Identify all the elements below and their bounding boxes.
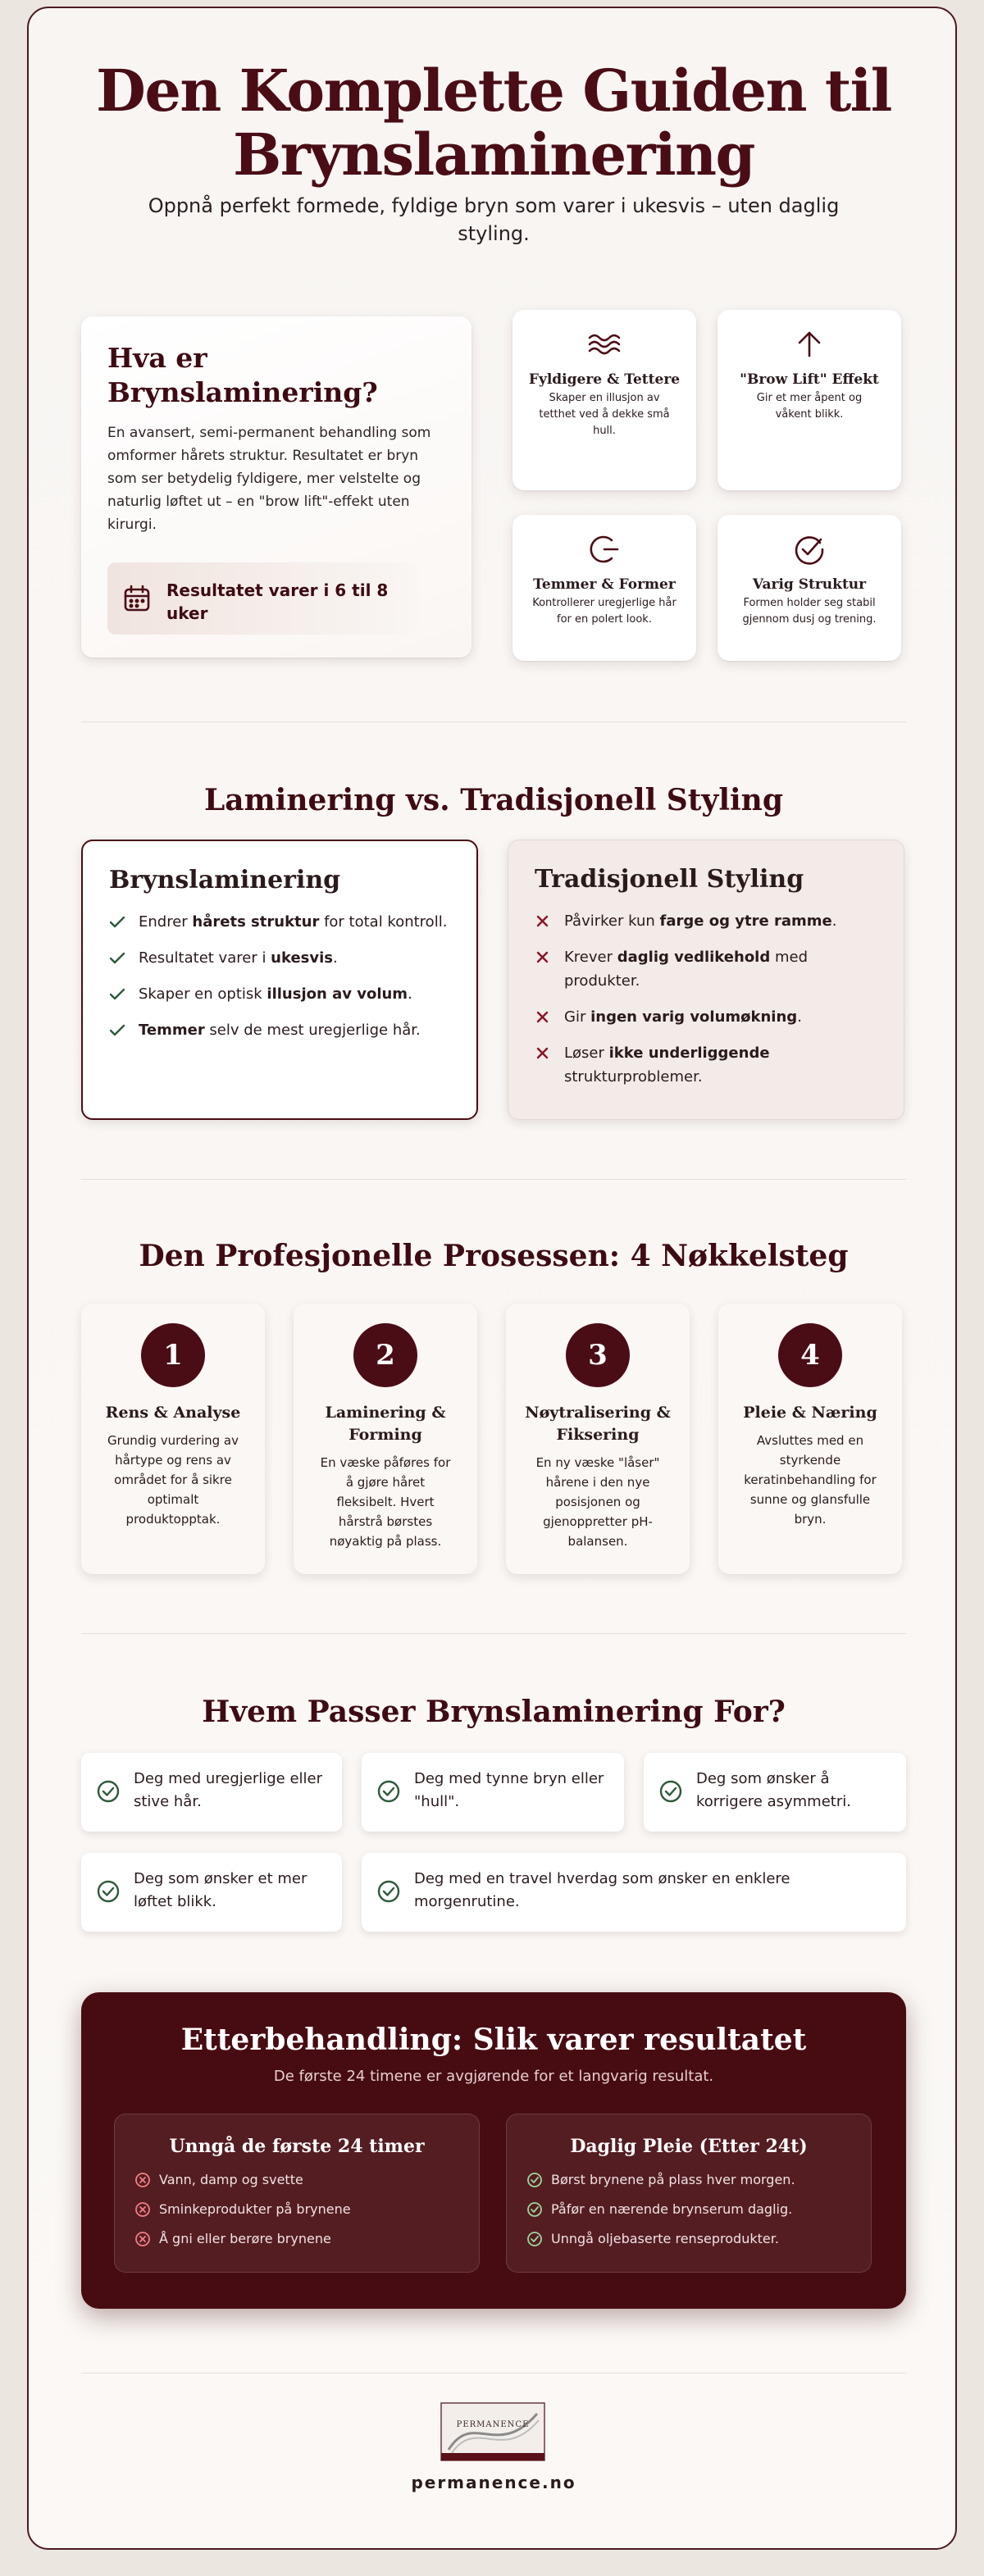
lamination-item: Resultatet varer i ukesvis.: [109, 946, 450, 970]
avoid-item: [134, 2170, 479, 2190]
check-icon: [109, 951, 125, 966]
step-number: 3: [566, 1323, 630, 1387]
who-item: [81, 1753, 342, 1832]
step-desc: Grundig vurdering av hårtype og rens av området for å sikre optimalt produktopptak.: [107, 1433, 239, 1527]
comparison-right-title: Tradisjonell Styling: [535, 865, 804, 894]
what-is-card: [81, 316, 472, 658]
check-circle-icon: [96, 1779, 121, 1804]
check-circle-icon: [96, 1879, 121, 1904]
daily-item-text: Påfør en nærende brynserum daglig.: [551, 2201, 793, 2217]
cross-icon: [535, 1046, 551, 1061]
cross-icon: [535, 1010, 551, 1025]
feature-title: "Brow Lift" Effekt: [740, 371, 879, 388]
traditional-item: Krever daglig vedlikehold med produkter.: [535, 945, 877, 993]
aftercare-daily-title: Daglig Pleie (Etter 24t): [570, 2136, 808, 2157]
step-title: Laminering & Forming: [325, 1404, 446, 1444]
divider: [81, 721, 906, 722]
brand-logo: [440, 2402, 545, 2461]
feature-desc: Formen holder seg stabil gjennom dusj og trening.: [742, 597, 877, 626]
divider: [81, 1633, 906, 1634]
daily-item: [526, 2229, 871, 2249]
check-circle-icon: [790, 533, 829, 566]
lamination-item: Skaper en optisk illusjon av volum.: [109, 982, 450, 1006]
comparison-left-title: Brynslaminering: [109, 866, 341, 894]
what-is-text: En avansert, semi-permanent behandling som omformer hårets struktur. Resultatet er bryn som ser betydelig fyldigere, mer velstelte og naturlig løftet ut – en "brow lift"-effekt uten kirurgi.: [107, 425, 431, 533]
process-step: [506, 1304, 690, 1574]
feature-card-tame: [512, 515, 696, 661]
result-duration-badge: [107, 562, 419, 635]
calendar-icon: [122, 584, 152, 613]
cross-circle-icon: [134, 2172, 151, 2188]
step-number: 1: [141, 1323, 205, 1387]
cross-icon: [535, 914, 551, 929]
step-title: Nøytralisering & Fiksering: [525, 1404, 671, 1444]
who-item-text: Deg som ønsker å korrigere asymmetri.: [696, 1770, 851, 1810]
aftercare-avoid-title: Unngå de første 24 timer: [169, 2136, 425, 2157]
step-title: Pleie & Næring: [743, 1404, 877, 1422]
logo-text: PERMANENCE: [456, 2420, 530, 2429]
check-circle-icon: [376, 1779, 401, 1804]
aftercare-subtitle: De første 24 timene er avgjørende for et langvarig resultat.: [273, 2068, 714, 2085]
lamination-item: Endrer hårets struktur for total kontroll.: [109, 910, 450, 934]
check-icon: [109, 1023, 125, 1038]
arrow-up-icon: [790, 328, 829, 361]
feature-card-fuller: [512, 310, 696, 490]
avoid-item-text: Vann, damp og svette: [159, 2172, 303, 2187]
step-desc: En ny væske "låser" hårene i den nye posisjonen og gjenoppretter pH-balansen.: [535, 1455, 660, 1549]
who-item-text: Deg som ønsker et mer løftet blikk.: [134, 1870, 308, 1910]
avoid-item-text: Sminkeprodukter på brynene: [159, 2201, 351, 2217]
who-item: [362, 1753, 624, 1832]
who-title: Hvem Passer Brynslaminering For?: [202, 1695, 786, 1729]
process-step: [81, 1304, 265, 1574]
check-circle-icon: [526, 2172, 543, 2188]
check-circle-icon: [658, 1779, 683, 1804]
avoid-item: [134, 2200, 479, 2219]
traditional-item: Gir ingen varig volumøkning.: [535, 1005, 877, 1029]
process-title: Den Profesjonelle Prosessen: 4 Nøkkelsteg: [139, 1239, 849, 1273]
cross-icon: [535, 950, 551, 965]
aftercare-daily-box: [506, 2114, 872, 2273]
who-item: [644, 1753, 906, 1832]
result-duration-text: Resultatet varer i 6 til 8 uker: [166, 580, 389, 623]
page-subtitle: Oppnå perfekt formede, fyldige bryn som varer i ukesvis – uten daglig styling.: [148, 194, 840, 245]
check-circle-icon: [526, 2231, 543, 2247]
step-number: 2: [353, 1323, 417, 1387]
avoid-item: [134, 2229, 479, 2249]
traditional-item: Løser ikke underliggende strukturproblemer.: [535, 1041, 877, 1089]
traditional-item: Påvirker kun farge og ytre ramme.: [535, 909, 877, 933]
who-item: [362, 1853, 906, 1932]
who-item-text: Deg med tynne bryn eller "hull".: [414, 1770, 604, 1810]
what-is-title: Hva er Brynslaminering?: [107, 342, 378, 408]
comparison-title: Laminering vs. Tradisjonell Styling: [203, 783, 784, 817]
check-circle-icon: [376, 1879, 401, 1904]
feature-card-brow-lift: [718, 310, 901, 490]
check-circle-icon: [526, 2201, 543, 2218]
page: [27, 7, 957, 2550]
feature-title: Fyldigere & Tettere: [528, 371, 681, 388]
aftercare-title: Etterbehandling: Slik varer resultatet: [180, 2023, 807, 2057]
feature-desc: Skaper en illusjon av tetthet ved å dekke små hull.: [539, 392, 670, 437]
step-title: Rens & Analyse: [105, 1404, 241, 1422]
waves-icon: [585, 328, 624, 361]
cross-circle-icon: [134, 2231, 151, 2247]
who-item: [81, 1853, 342, 1932]
check-icon: [109, 915, 125, 930]
avoid-item-text: Å gni eller berøre brynene: [159, 2231, 331, 2246]
daily-item: [526, 2170, 871, 2190]
feature-card-structure: [718, 515, 901, 661]
step-number: 4: [778, 1323, 842, 1387]
who-item-text: Deg med en travel hverdag som ønsker en enklere morgenrutine.: [414, 1870, 790, 1910]
feature-title: Varig Struktur: [752, 576, 867, 593]
check-icon: [109, 987, 125, 1002]
page-title: Den Komplette Guiden til Brynslaminering: [96, 57, 891, 189]
who-item-text: Deg med uregjerlige eller stive hår.: [134, 1770, 323, 1810]
daily-item-text: Unngå oljebaserte renseprodukter.: [551, 2231, 779, 2246]
daily-item: [526, 2200, 871, 2219]
comparison-right-list: [535, 909, 877, 1089]
lamination-item: Temmer selv de mest uregjerlige hår.: [109, 1018, 450, 1042]
feature-desc: Kontrollerer uregjerlige hår for en polert look.: [532, 597, 676, 626]
process-step: [294, 1304, 477, 1574]
comparison-traditional-card: [508, 840, 904, 1120]
process-step: [718, 1304, 902, 1574]
daily-item-text: Børst brynene på plass hver morgen.: [551, 2172, 795, 2187]
aftercare-panel: [81, 1992, 906, 2309]
step-desc: Avsluttes med en styrkende keratinbehandling for sunne og glansfulle bryn.: [744, 1433, 877, 1527]
aftercare-avoid-box: [114, 2114, 480, 2273]
divider: [81, 1179, 906, 1180]
comparison-left-list: [109, 910, 450, 1042]
feature-title: Temmer & Former: [533, 576, 676, 593]
comparison-lamination-card: [81, 840, 478, 1120]
brand-name: permanence.no: [411, 2473, 576, 2492]
step-desc: En væske påføres for å gjøre håret fleksibelt. Hvert hårstrå børstes nøyaktig på plass.: [320, 1455, 451, 1549]
feature-desc: Gir et mer åpent og våkent blikk.: [756, 392, 863, 421]
tame-icon: [585, 533, 624, 566]
cross-circle-icon: [134, 2201, 151, 2218]
